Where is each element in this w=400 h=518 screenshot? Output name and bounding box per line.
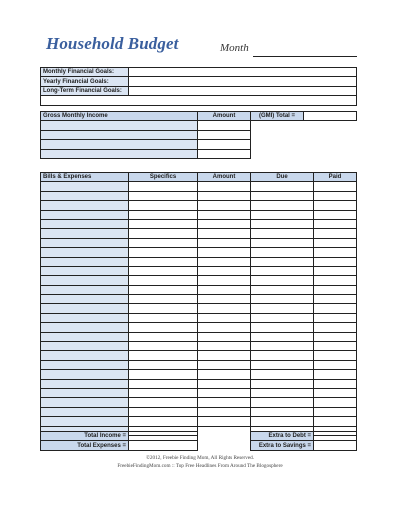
bill-amount-field[interactable] — [198, 342, 251, 351]
bill-name-field[interactable] — [41, 417, 129, 426]
goals-row — [41, 86, 357, 95]
bills-table — [40, 172, 357, 436]
bill-name-field[interactable] — [41, 398, 129, 407]
bill-amount-field[interactable] — [198, 304, 251, 313]
income-source-field[interactable] — [41, 130, 198, 139]
bill-due-field[interactable] — [251, 417, 314, 426]
yearly-goals-label: Yearly Financial Goals: — [41, 77, 129, 86]
table-row — [41, 295, 357, 304]
bill-specifics-field[interactable] — [129, 304, 198, 313]
table-row — [41, 130, 357, 139]
bill-paid-field[interactable] — [314, 342, 357, 351]
bill-name-field[interactable] — [41, 379, 129, 388]
bill-due-field[interactable] — [251, 295, 314, 304]
income-amount-field[interactable] — [198, 140, 251, 149]
bill-paid-field[interactable] — [314, 238, 357, 247]
bill-specifics-field[interactable] — [129, 182, 198, 191]
table-row — [41, 313, 357, 322]
bill-due-field[interactable] — [251, 210, 314, 219]
bill-due-field[interactable] — [251, 219, 314, 228]
bill-amount-field[interactable] — [198, 248, 251, 257]
due-header: Due — [251, 173, 314, 182]
bill-paid-field[interactable] — [314, 257, 357, 266]
bill-specifics-field[interactable] — [129, 210, 198, 219]
bill-paid-field[interactable] — [314, 370, 357, 379]
extra-debt-field[interactable] — [314, 432, 357, 441]
bill-due-field[interactable] — [251, 323, 314, 332]
site-tagline-text: FreebieFindingMom.com :: Top Free Headlines From Around The Blogosphere — [117, 463, 283, 469]
bill-due-field[interactable] — [251, 407, 314, 416]
totals-row — [41, 441, 357, 450]
bill-due-field[interactable] — [251, 332, 314, 341]
yearly-goals-field[interactable] — [129, 77, 357, 86]
bill-amount-field[interactable] — [198, 219, 251, 228]
totals-row — [41, 432, 357, 441]
gmi-total-field[interactable] — [304, 112, 357, 121]
bill-specifics-field[interactable] — [129, 379, 198, 388]
bill-specifics-field[interactable] — [129, 248, 198, 257]
bill-name-field[interactable] — [41, 304, 129, 313]
extra-debt-label: Extra to Debt = — [251, 432, 314, 441]
bill-paid-field[interactable] — [314, 182, 357, 191]
bill-paid-field[interactable] — [314, 295, 357, 304]
bill-amount-field[interactable] — [198, 276, 251, 285]
bill-amount-field[interactable] — [198, 257, 251, 266]
bill-paid-field[interactable] — [314, 323, 357, 332]
bill-paid-field[interactable] — [314, 360, 357, 369]
table-row — [41, 304, 357, 313]
paid-header: Paid — [314, 173, 357, 182]
bill-name-field[interactable] — [41, 210, 129, 219]
bill-name-field[interactable] — [41, 238, 129, 247]
bill-name-field[interactable] — [41, 182, 129, 191]
bill-name-field[interactable] — [41, 276, 129, 285]
month-label: Month — [220, 42, 249, 54]
monthly-goals-label: Monthly Financial Goals: — [41, 68, 129, 77]
bill-paid-field[interactable] — [314, 407, 357, 416]
total-income-field[interactable] — [129, 432, 198, 441]
table-row — [41, 182, 357, 191]
bill-name-field[interactable] — [41, 248, 129, 257]
table-row — [41, 342, 357, 351]
bill-name-field[interactable] — [41, 407, 129, 416]
table-row — [41, 149, 357, 158]
month-input-line[interactable] — [253, 56, 357, 57]
bill-due-field[interactable] — [251, 388, 314, 397]
longterm-goals-label: Long-Term Financial Goals: — [41, 86, 129, 95]
bill-specifics-field[interactable] — [129, 370, 198, 379]
table-row — [41, 219, 357, 228]
bill-paid-field[interactable] — [314, 379, 357, 388]
bill-specifics-field[interactable] — [129, 238, 198, 247]
bill-specifics-field[interactable] — [129, 360, 198, 369]
bill-paid-field[interactable] — [314, 266, 357, 275]
bill-specifics-field[interactable] — [129, 398, 198, 407]
bill-due-field[interactable] — [251, 370, 314, 379]
bill-amount-field[interactable] — [198, 370, 251, 379]
income-source-field[interactable] — [41, 140, 198, 149]
bill-amount-field[interactable] — [198, 295, 251, 304]
bill-paid-field[interactable] — [314, 398, 357, 407]
bill-amount-field[interactable] — [198, 313, 251, 322]
bill-name-field[interactable] — [41, 295, 129, 304]
bill-amount-field[interactable] — [198, 182, 251, 191]
bill-name-field[interactable] — [41, 360, 129, 369]
bill-due-field[interactable] — [251, 182, 314, 191]
bill-due-field[interactable] — [251, 266, 314, 275]
bill-amount-field[interactable] — [198, 201, 251, 210]
bill-due-field[interactable] — [251, 257, 314, 266]
bill-name-field[interactable] — [41, 191, 129, 200]
bill-paid-field[interactable] — [314, 210, 357, 219]
table-row — [41, 210, 357, 219]
bill-amount-field[interactable] — [198, 360, 251, 369]
bill-specifics-field[interactable] — [129, 342, 198, 351]
bill-due-field[interactable] — [251, 379, 314, 388]
bill-specifics-field[interactable] — [129, 332, 198, 341]
bill-amount-field[interactable] — [198, 417, 251, 426]
bill-name-field[interactable] — [41, 266, 129, 275]
table-row — [41, 360, 357, 369]
bill-due-field[interactable] — [251, 351, 314, 360]
income-source-field[interactable] — [41, 121, 198, 130]
table-row — [41, 388, 357, 397]
page-title: Household Budget — [46, 34, 179, 53]
total-expenses-label: Total Expenses = — [41, 441, 129, 450]
bill-specifics-field[interactable] — [129, 285, 198, 294]
table-row — [41, 285, 357, 294]
bill-due-field[interactable] — [251, 248, 314, 257]
table-row — [41, 332, 357, 341]
bill-due-field[interactable] — [251, 285, 314, 294]
bill-name-field[interactable] — [41, 388, 129, 397]
bills-header-row — [41, 173, 357, 182]
bill-paid-field[interactable] — [314, 229, 357, 238]
table-row — [41, 407, 357, 416]
bill-amount-field[interactable] — [198, 351, 251, 360]
goals-extra-field[interactable] — [41, 96, 357, 105]
income-amount-field[interactable] — [198, 121, 251, 130]
specifics-header: Specifics — [129, 173, 198, 182]
bill-due-field[interactable] — [251, 360, 314, 369]
bill-name-field[interactable] — [41, 351, 129, 360]
bill-name-field[interactable] — [41, 229, 129, 238]
bill-paid-field[interactable] — [314, 304, 357, 313]
bill-amount-field[interactable] — [198, 229, 251, 238]
table-row — [41, 370, 357, 379]
copyright-text: ©2012, Freebie Finding Mom, All Rights Reserved. — [145, 455, 255, 461]
table-row — [41, 323, 357, 332]
income-header-row — [41, 112, 357, 121]
bill-amount-field[interactable] — [198, 379, 251, 388]
bill-specifics-field[interactable] — [129, 257, 198, 266]
table-row — [41, 276, 357, 285]
bill-amount-field[interactable] — [198, 323, 251, 332]
bill-paid-field[interactable] — [314, 219, 357, 228]
income-table — [40, 111, 357, 159]
bill-name-field[interactable] — [41, 201, 129, 210]
bill-amount-field[interactable] — [198, 407, 251, 416]
bill-paid-field[interactable] — [314, 332, 357, 341]
table-row — [41, 257, 357, 266]
bill-due-field[interactable] — [251, 276, 314, 285]
table-row — [41, 121, 357, 130]
income-header-label: Gross Monthly Income — [41, 112, 198, 121]
amount-header: Amount — [198, 173, 251, 182]
bill-specifics-field[interactable] — [129, 266, 198, 275]
bill-amount-field[interactable] — [198, 332, 251, 341]
bill-paid-field[interactable] — [314, 285, 357, 294]
bill-specifics-field[interactable] — [129, 276, 198, 285]
longterm-goals-field[interactable] — [129, 86, 357, 95]
bill-due-field[interactable] — [251, 313, 314, 322]
goals-row — [41, 77, 357, 86]
totals-table — [40, 431, 357, 451]
bill-specifics-field[interactable] — [129, 313, 198, 322]
total-income-label: Total Income = — [41, 432, 129, 441]
table-row — [41, 379, 357, 388]
income-amount-field[interactable] — [198, 149, 251, 158]
bill-specifics-field[interactable] — [129, 351, 198, 360]
bill-paid-field[interactable] — [314, 248, 357, 257]
bill-paid-field[interactable] — [314, 191, 357, 200]
bill-name-field[interactable] — [41, 370, 129, 379]
bill-name-field[interactable] — [41, 332, 129, 341]
table-row — [41, 229, 357, 238]
bill-paid-field[interactable] — [314, 417, 357, 426]
bill-due-field[interactable] — [251, 304, 314, 313]
bill-specifics-field[interactable] — [129, 201, 198, 210]
goals-row — [41, 68, 357, 77]
bill-amount-field[interactable] — [198, 191, 251, 200]
bill-name-field[interactable] — [41, 342, 129, 351]
bill-amount-field[interactable] — [198, 388, 251, 397]
bill-specifics-field[interactable] — [129, 229, 198, 238]
bill-due-field[interactable] — [251, 191, 314, 200]
table-row — [41, 140, 357, 149]
bill-amount-field[interactable] — [198, 210, 251, 219]
bill-paid-field[interactable] — [314, 201, 357, 210]
extra-savings-field[interactable] — [314, 441, 357, 450]
table-row — [41, 238, 357, 247]
bill-specifics-field[interactable] — [129, 191, 198, 200]
table-row — [41, 398, 357, 407]
bill-paid-field[interactable] — [314, 313, 357, 322]
bill-paid-field[interactable] — [314, 388, 357, 397]
bill-due-field[interactable] — [251, 398, 314, 407]
monthly-goals-field[interactable] — [129, 68, 357, 77]
goals-row — [41, 96, 357, 105]
bill-amount-field[interactable] — [198, 266, 251, 275]
table-row — [41, 417, 357, 426]
bill-due-field[interactable] — [251, 342, 314, 351]
bill-due-field[interactable] — [251, 229, 314, 238]
bill-paid-field[interactable] — [314, 351, 357, 360]
extra-savings-label: Extra to Savings = — [251, 441, 314, 450]
bill-paid-field[interactable] — [314, 276, 357, 285]
income-amount-field[interactable] — [198, 130, 251, 139]
bill-specifics-field[interactable] — [129, 295, 198, 304]
table-row — [41, 248, 357, 257]
bill-specifics-field[interactable] — [129, 407, 198, 416]
income-amount-header: Amount — [198, 112, 251, 121]
bill-amount-field[interactable] — [198, 238, 251, 247]
bill-specifics-field[interactable] — [129, 388, 198, 397]
bills-header-label: Bills & Expenses — [41, 173, 129, 182]
table-row — [41, 351, 357, 360]
table-row — [41, 266, 357, 275]
income-source-field[interactable] — [41, 149, 198, 158]
bill-name-field[interactable] — [41, 323, 129, 332]
bill-name-field[interactable] — [41, 257, 129, 266]
table-row — [41, 191, 357, 200]
bill-name-field[interactable] — [41, 285, 129, 294]
goals-table — [40, 67, 357, 106]
bill-name-field[interactable] — [41, 313, 129, 322]
bill-amount-field[interactable] — [198, 398, 251, 407]
total-expenses-field[interactable] — [129, 441, 198, 450]
bill-specifics-field[interactable] — [129, 417, 198, 426]
bill-due-field[interactable] — [251, 238, 314, 247]
bill-due-field[interactable] — [251, 201, 314, 210]
table-row — [41, 201, 357, 210]
bill-specifics-field[interactable] — [129, 323, 198, 332]
bill-specifics-field[interactable] — [129, 219, 198, 228]
bill-amount-field[interactable] — [198, 285, 251, 294]
bill-name-field[interactable] — [41, 219, 129, 228]
gmi-total-header: (GMI) Total = — [251, 112, 304, 121]
